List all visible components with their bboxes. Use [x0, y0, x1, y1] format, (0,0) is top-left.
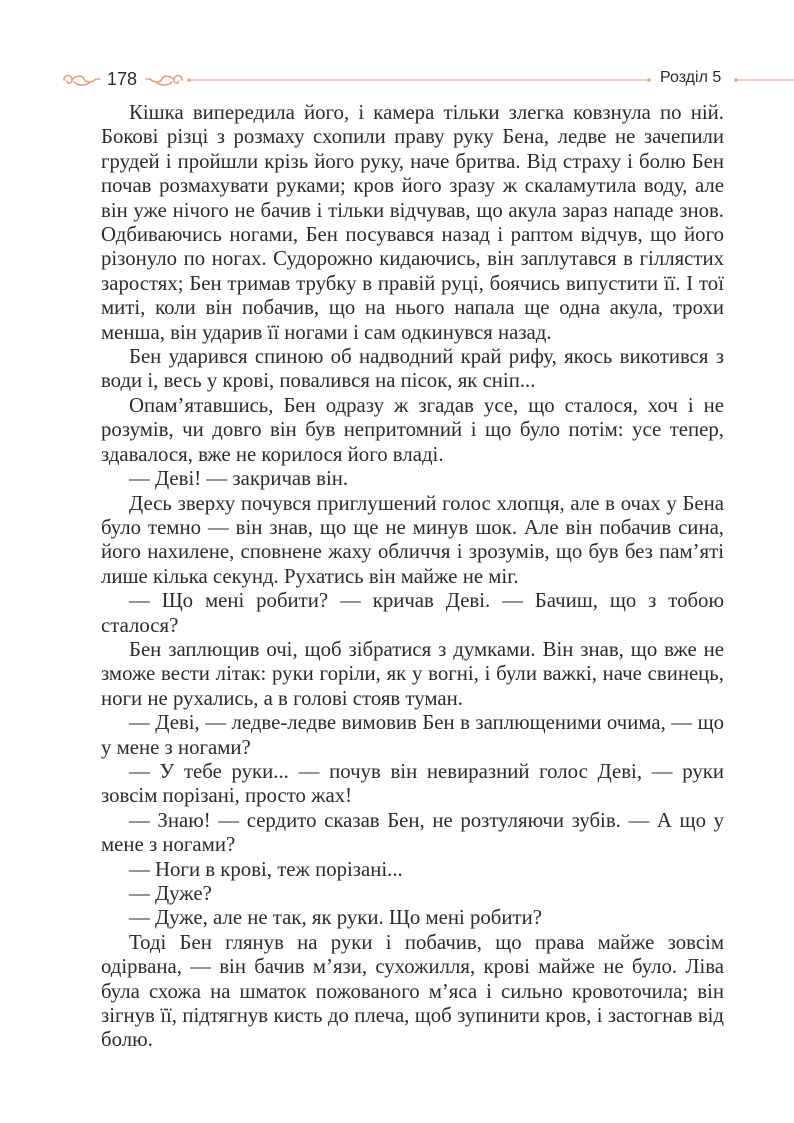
- paragraph: — Дуже, але не так, як руки. Що мені робити?: [129, 906, 542, 930]
- paragraph: — У тебе руки... — почув він невиразний голос Деві, — руки зовсім порізані, просто жах!: [101, 759, 724, 808]
- paragraph: Тоді Бен глянув на руки і побачив, що права майже зовсім одірвана, — він бачив м’язи, сухожилля, крові майже не було. Ліва була схожа на шматок пожованого м’яса і сильно кровоточила; він зігнув її, підтягнув кисть до плеча, щоб зупинити кров, і застогнав від болю.: [101, 930, 724, 1052]
- paragraph: — Деві, — ледве-ледве вимовив Бен в заплющеними очима, — що у мене з ногами?: [101, 711, 724, 759]
- paragraph: Десь зверху почувся приглушений голос хлопця, але в очах у Бена було темно — він знав, що ще не минув шок. Але він побачив сина, його нахилене, сповнене жаху обличчя і зрозумів, що був без пам’яті лише кілька секунд. Рухатись він майже не міг.: [101, 491, 724, 588]
- paragraph: — Деві! — закричав він.: [129, 467, 349, 491]
- story-text: [101, 101, 724, 1053]
- paragraph: Бен заплющив очі, щоб зібратися з думками. Він знав, що вже не зможе вести літак: руки горіли, як у вогні, і були важкі, наче свинець, ноги не рухались, а в голові стояв туман.: [101, 637, 724, 710]
- paragraph: — Знаю! — сердито сказав Бен, не розтуляючи зубів. — А що у мене з ногами?: [101, 808, 724, 857]
- header-rule-line: [186, 66, 652, 94]
- page-number: 178: [107, 69, 138, 89]
- page-header: [0, 66, 794, 94]
- header-rule-tail: [733, 66, 794, 94]
- section-title: Розділ 5: [660, 69, 722, 86]
- left-flourish-ornament: [60, 66, 102, 94]
- paragraph: — Дуже?: [129, 882, 212, 905]
- right-flourish-ornament: [144, 66, 186, 94]
- paragraph: — Що мені робити? — кричав Деві. — Бачиш, що з тобою сталося?: [101, 589, 724, 637]
- paragraph: Бен ударився спиною об надводний край рифу, якось викотився з води і, весь у крові, повалився на пісок, як сніп...: [101, 345, 724, 393]
- paragraph: — Ноги в крові, теж порізані...: [129, 857, 403, 881]
- paragraph: Кішка випередила його, і камера тільки злегка ковзнула по ній. Бокові різці з розмаху схопили праву руку Бена, ледве не зачепили грудей і пройшли крізь його руку, наче бритва. Від страху і болю Бен почав розмахувати руками; кров його зразу ж скаламутила воду, але він уже нічого не бачив і тільки відчував, що акула зараз нападе знов. Одбиваючись ногами, Бен посувався назад і раптом відчув, що його різонуло по ногах. Судорожно кидаючись, він заплутався в гіллястих заростях; Бен тримав трубку в правій руці, боячись випустити її. І тої миті, коли він побачив, що на нього напала ще одна акула, трохи менша, він ударив її ногами і сам одкинувся назад.: [101, 101, 724, 344]
- paragraph: Опам’ятавшись, Бен одразу ж згадав усе, що сталося, хоч і не розумів, чи довго він був непритомний і що було потім: усе тепер, здавалося, вже не корилося його владі.: [101, 393, 724, 466]
